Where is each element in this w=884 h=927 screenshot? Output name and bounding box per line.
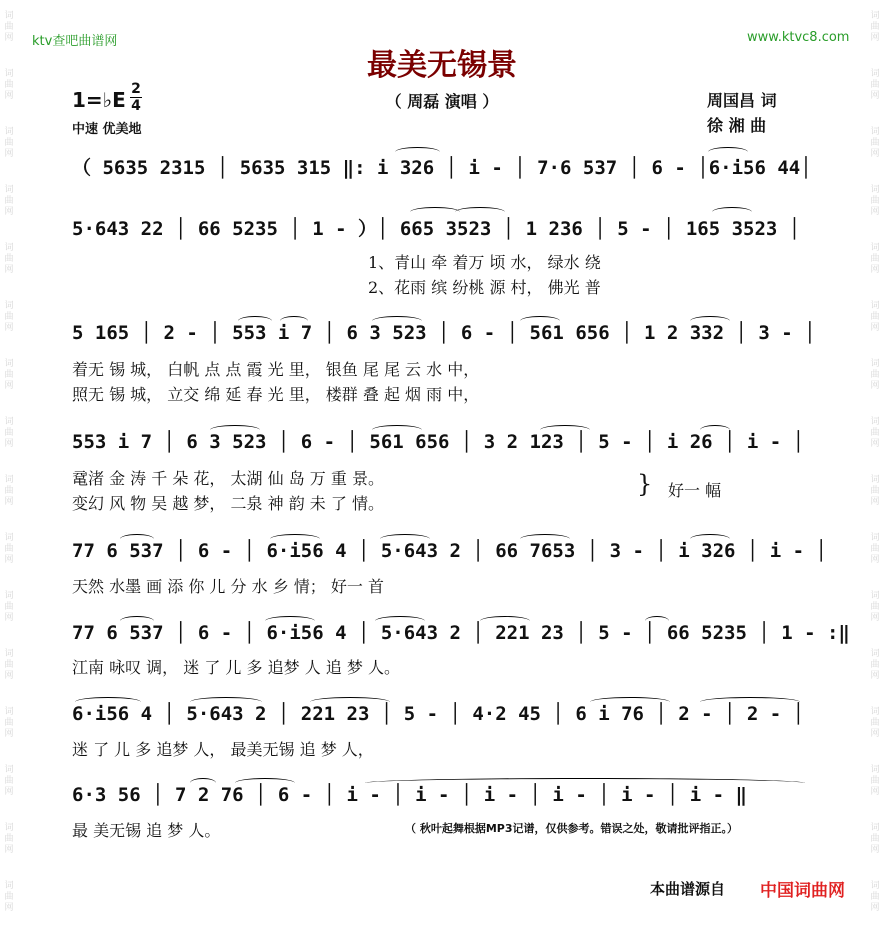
margin-watermark-char: 网 (870, 265, 880, 275)
tie-arc (455, 207, 505, 217)
tie-arc (700, 425, 730, 435)
transcription-note: （ 秋叶起舞根据MP3记谱，仅供参考。错误之处，敬请批评指正。） (405, 822, 738, 835)
singer-line: （ 周磊 演唱 ） (385, 92, 499, 111)
margin-watermark-char: 曲 (870, 776, 880, 786)
margin-watermark-char: 词 (870, 823, 880, 833)
margin-watermark-char: 网 (4, 845, 14, 855)
margin-watermark-char: 曲 (870, 892, 880, 902)
tie-arc (120, 616, 154, 626)
tie-arc (365, 778, 805, 788)
lyric-row-4-verse-2: 变幻 风 物 吴 越 梦， 二泉 神 韵 未 了 情。 (72, 494, 384, 513)
margin-watermark-char: 网 (870, 613, 880, 623)
margin-watermark-char: 曲 (870, 834, 880, 844)
margin-watermark-char: 词 (870, 649, 880, 659)
tie-arc (520, 316, 560, 326)
margin-watermark-char: 网 (870, 33, 880, 43)
margin-watermark-char: 词 (870, 707, 880, 717)
lyric-row-2-verse-2: 2、花雨 缤 纷桃 源 村， 佛光 普 (368, 278, 601, 297)
footer-source-label: 本曲谱源自 (650, 880, 726, 898)
margin-watermark-char: 词 (870, 301, 880, 311)
margin-watermark-char: 网 (870, 381, 880, 391)
margin-watermark-char: 曲 (4, 660, 14, 670)
margin-watermark-char: 词 (4, 475, 14, 485)
margin-watermark-char: 曲 (870, 138, 880, 148)
margin-watermark-char: 网 (4, 381, 14, 391)
margin-watermark-char: 曲 (4, 22, 14, 32)
tie-arc (700, 697, 800, 707)
margin-watermark-char: 网 (4, 91, 14, 101)
margin-watermark-char: 词 (4, 417, 14, 427)
tie-arc (712, 207, 752, 217)
margin-watermark-char: 曲 (870, 370, 880, 380)
margin-watermark-char: 网 (4, 555, 14, 565)
margin-watermark-char: 网 (870, 555, 880, 565)
tie-arc (270, 534, 320, 544)
margin-watermark-char: 曲 (870, 428, 880, 438)
margin-watermark-char: 网 (870, 497, 880, 507)
notation-row-5: 77 6 537 │ 6 - │ 6·i56 4 │ 5·643 2 │ 66 7653 │ 3 - │ i 326 │ i - │ (72, 540, 827, 562)
margin-watermark-char: 网 (4, 903, 14, 913)
tie-arc (708, 147, 748, 157)
lyric-row-2-verse-1: 1、青山 牵 着万 顷 水， 绿水 绕 (368, 253, 601, 272)
tie-arc (120, 534, 154, 544)
margin-watermark-char: 词 (870, 359, 880, 369)
tie-arc (310, 697, 390, 707)
notation-row-3: 5 165 │ 2 - │ 553 i 7 │ 6 3 523 │ 6 - │ 561 656 │ 1 2 332 │ 3 - │ (72, 322, 816, 344)
margin-watermark-char: 词 (870, 475, 880, 485)
notation-row-8: 6·3 56 │ 7 2 76 │ 6 - │ i - │ i - │ i - │ i - │ i - │ i - ‖ (72, 784, 747, 806)
tie-arc (372, 316, 422, 326)
margin-watermark-char: 网 (4, 729, 14, 739)
notation-row-7: 6·i56 4 │ 5·643 2 │ 221 23 │ 5 - │ 4·2 45 │ 6 i 76 │ 2 - │ 2 - │ (72, 703, 805, 725)
tie-arc (190, 697, 262, 707)
margin-watermark-char: 词 (4, 823, 14, 833)
tie-arc (190, 778, 216, 788)
tie-arc (410, 207, 460, 217)
margin-watermark-char: 网 (870, 787, 880, 797)
tempo-marking: 中速 优美地 (72, 122, 142, 137)
margin-watermark-char: 网 (870, 149, 880, 159)
margin-watermark-char: 词 (4, 69, 14, 79)
song-title: 最美无锡景 (367, 48, 517, 83)
margin-watermark-char: 曲 (870, 486, 880, 496)
tie-arc (645, 616, 669, 626)
tie-arc (372, 425, 422, 435)
margin-watermark-char: 曲 (4, 486, 14, 496)
margin-watermark-char: 曲 (4, 254, 14, 264)
margin-watermark-char: 词 (4, 185, 14, 195)
margin-watermark-char: 曲 (870, 660, 880, 670)
margin-watermark-char: 网 (4, 149, 14, 159)
margin-watermark-char: 词 (4, 649, 14, 659)
margin-watermark-char: 词 (4, 243, 14, 253)
tie-arc (375, 616, 425, 626)
margin-watermark-char: 曲 (870, 602, 880, 612)
margin-watermark-char: 曲 (4, 80, 14, 90)
lyric-row-4-shared: 好一 幅 (668, 481, 722, 500)
margin-watermark-char: 词 (870, 591, 880, 601)
margin-watermark-char: 网 (870, 845, 880, 855)
margin-watermark-char: 网 (870, 207, 880, 217)
margin-watermark-char: 曲 (870, 22, 880, 32)
margin-watermark-char: 曲 (870, 718, 880, 728)
margin-watermark-char: 曲 (4, 718, 14, 728)
margin-watermark-char: 曲 (4, 138, 14, 148)
margin-watermark-char: 网 (4, 33, 14, 43)
margin-watermark-char: 词 (870, 533, 880, 543)
tie-arc (265, 616, 315, 626)
tie-arc (210, 425, 260, 435)
margin-watermark-char: 网 (4, 613, 14, 623)
footer-site-name: 中国词曲网 (760, 881, 845, 901)
lyric-row-3-verse-1: 着无 锡 城， 白帆 点 点 霞 光 里， 银鱼 尾 尾 云 水 中， (72, 360, 480, 379)
tie-arc (395, 147, 440, 157)
notation-row-4: 553 i 7 │ 6 3 523 │ 6 - │ 561 656 │ 3 2 123 │ 5 - │ i 26 │ i - │ (72, 431, 805, 453)
margin-watermark-char: 曲 (4, 602, 14, 612)
margin-watermark-char: 曲 (4, 892, 14, 902)
right-margin-watermark (866, 0, 884, 927)
margin-watermark-char: 词 (4, 533, 14, 543)
margin-watermark-char: 词 (870, 185, 880, 195)
margin-watermark-char: 词 (4, 765, 14, 775)
margin-watermark-char: 网 (870, 729, 880, 739)
margin-watermark-char: 曲 (870, 312, 880, 322)
margin-watermark-char: 词 (4, 707, 14, 717)
tie-arc (380, 534, 430, 544)
margin-watermark-char: 网 (4, 439, 14, 449)
lyric-row-3-verse-2: 照无 锡 城， 立交 绵 延 春 光 里， 楼群 叠 起 烟 雨 中， (72, 385, 480, 404)
margin-watermark-char: 曲 (4, 544, 14, 554)
time-signature-top: 2 (131, 81, 141, 97)
margin-watermark-char: 网 (870, 671, 880, 681)
tie-arc (238, 316, 272, 326)
tie-arc (690, 316, 730, 326)
verse-brace: } (637, 470, 653, 498)
notation-row-1: （ 5635 2315 │ 5635 315 ‖: i 326 │ i - │ 7·6 537 │ 6 - │6·i56 44│ (72, 157, 812, 179)
lyric-row-4-verse-1: 鼋渚 金 涛 千 朵 花， 太湖 仙 岛 万 重 景。 (72, 469, 384, 488)
lyric-row-8: 最 美无锡 追 梦 人。 (72, 821, 221, 840)
margin-watermark-char: 曲 (870, 544, 880, 554)
margin-watermark-char: 曲 (870, 80, 880, 90)
margin-watermark-char: 网 (4, 497, 14, 507)
margin-watermark-char: 词 (870, 417, 880, 427)
margin-watermark-char: 曲 (870, 254, 880, 264)
margin-watermark-char: 网 (870, 903, 880, 913)
margin-watermark-char: 曲 (4, 370, 14, 380)
margin-watermark-char: 网 (4, 323, 14, 333)
lyricist-credit: 周国昌 词 (707, 91, 777, 110)
margin-watermark-char: 网 (4, 671, 14, 681)
tie-arc (280, 316, 308, 326)
tie-arc (235, 778, 295, 788)
left-margin-watermark (0, 0, 18, 927)
notation-row-6: 77 6 537 │ 6 - │ 6·i56 4 │ 5·643 2 │ 221 23 │ 5 - │ 66 5235 │ 1 - :‖ (72, 622, 850, 644)
lyric-row-6: 江南 咏叹 调， 迷 了 儿 多 追梦 人 追 梦 人。 (72, 658, 400, 677)
margin-watermark-char: 网 (870, 439, 880, 449)
notation-row-2: 5·643 22 │ 66 5235 │ 1 - ）│ 665 3523 │ 1 236 │ 5 - │ 165 3523 │ (72, 218, 801, 240)
margin-watermark-char: 网 (870, 91, 880, 101)
margin-watermark-char: 词 (870, 69, 880, 79)
tie-arc (540, 425, 590, 435)
margin-watermark-char: 曲 (870, 196, 880, 206)
time-signature-bottom: 4 (131, 98, 141, 114)
time-signature (130, 82, 142, 113)
margin-watermark-char: 词 (4, 301, 14, 311)
tie-arc (690, 534, 730, 544)
margin-watermark-char: 曲 (4, 776, 14, 786)
margin-watermark-char: 词 (870, 881, 880, 891)
composer-credit: 徐 湘 曲 (707, 116, 767, 135)
watermark-site-left: ktv查吧曲谱网 (32, 34, 118, 49)
tie-arc (480, 616, 530, 626)
tie-arc (75, 697, 141, 707)
margin-watermark-char: 网 (4, 787, 14, 797)
tie-arc (520, 534, 570, 544)
margin-watermark-char: 曲 (4, 312, 14, 322)
key-signature: 1=♭E (72, 88, 126, 112)
margin-watermark-char: 词 (870, 243, 880, 253)
margin-watermark-char: 词 (870, 11, 880, 21)
tie-arc (590, 697, 670, 707)
margin-watermark-char: 网 (4, 207, 14, 217)
margin-watermark-char: 曲 (4, 834, 14, 844)
margin-watermark-char: 曲 (4, 196, 14, 206)
margin-watermark-char: 词 (870, 765, 880, 775)
lyric-row-7: 迷 了 儿 多 追梦 人， 最美无锡 追 梦 人， (72, 740, 374, 759)
margin-watermark-char: 词 (4, 591, 14, 601)
margin-watermark-char: 词 (870, 127, 880, 137)
lyric-row-5: 天然 水墨 画 添 你 儿 分 水 乡 情； 好一 首 (72, 577, 384, 596)
margin-watermark-char: 词 (4, 11, 14, 21)
margin-watermark-char: 网 (4, 265, 14, 275)
margin-watermark-char: 词 (4, 359, 14, 369)
margin-watermark-char: 词 (4, 127, 14, 137)
margin-watermark-char: 网 (870, 323, 880, 333)
watermark-site-right: www.ktvc8.com (747, 30, 850, 45)
margin-watermark-char: 词 (4, 881, 14, 891)
margin-watermark-char: 曲 (4, 428, 14, 438)
